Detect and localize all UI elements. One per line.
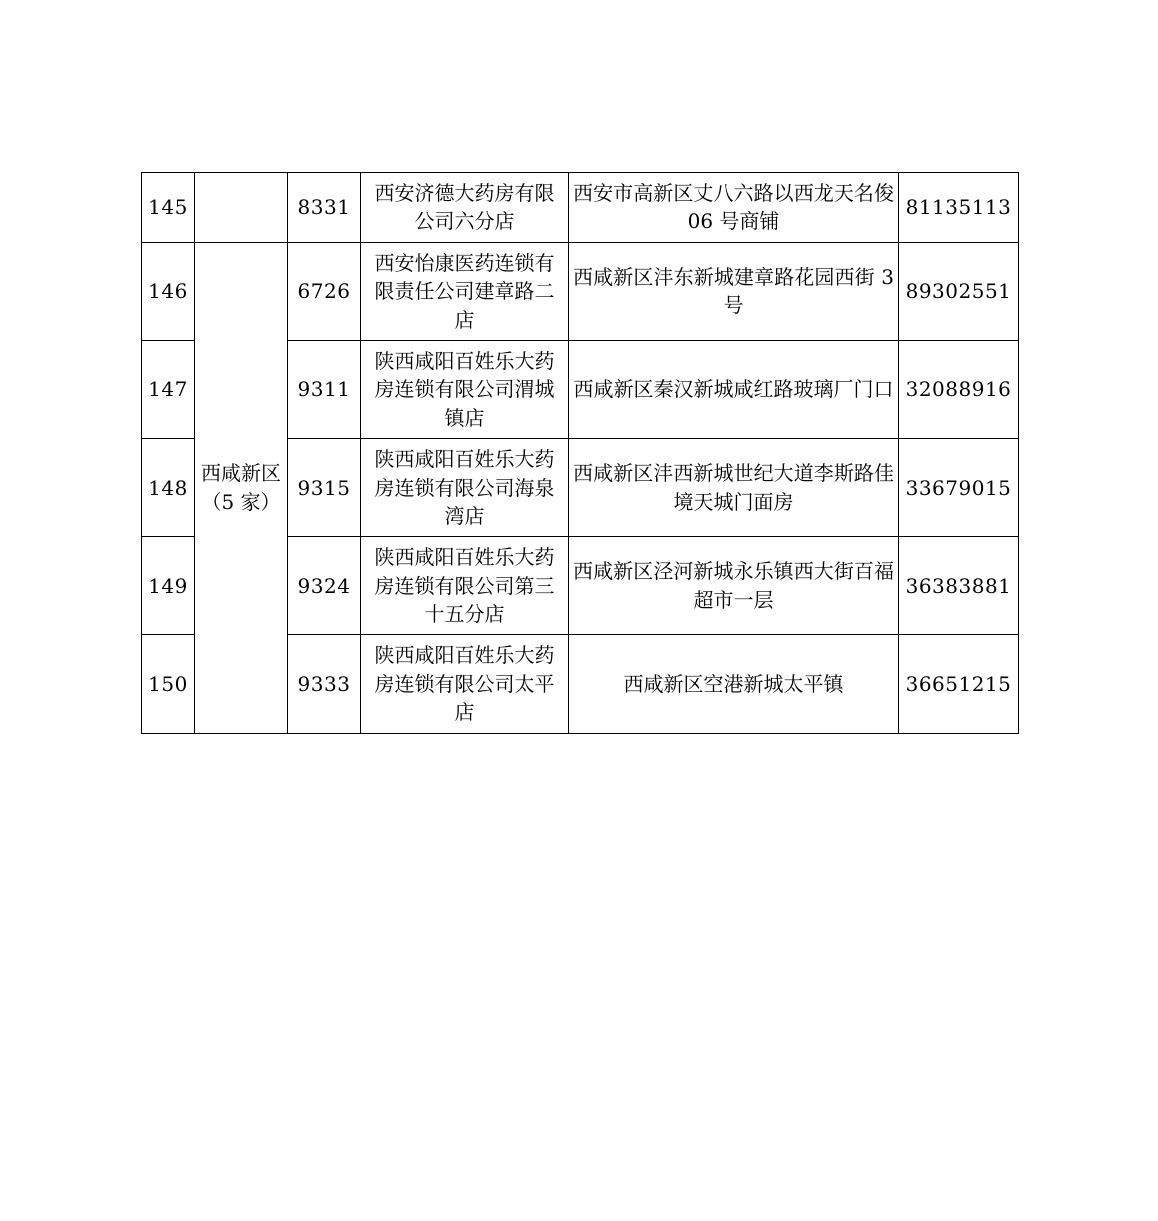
row-phone: 36383881 (899, 537, 1019, 635)
row-region-merged: 西咸新区（5 家） (195, 242, 288, 733)
pharmacy-listing-table-wrapper (141, 172, 1018, 734)
row-index: 145 (142, 173, 195, 243)
row-phone: 33679015 (899, 439, 1019, 537)
row-phone: 89302551 (899, 242, 1019, 340)
row-address: 西安市高新区丈八六路以西龙天名俊 06 号商铺 (569, 173, 899, 243)
row-pharmacy-name: 西安济德大药房有限公司六分店 (361, 173, 569, 243)
row-address: 西咸新区泾河新城永乐镇西大街百福超市一层 (569, 537, 899, 635)
row-pharmacy-name: 陕西咸阳百姓乐大药房连锁有限公司渭城镇店 (361, 340, 569, 438)
row-phone: 32088916 (899, 340, 1019, 438)
row-address: 西咸新区秦汉新城咸红路玻璃厂门口 (569, 340, 899, 438)
row-region (195, 173, 288, 243)
row-code: 9324 (288, 537, 361, 635)
row-pharmacy-name: 陕西咸阳百姓乐大药房连锁有限公司海泉湾店 (361, 439, 569, 537)
row-index: 146 (142, 242, 195, 340)
row-address: 西咸新区沣西新城世纪大道李斯路佳境天城门面房 (569, 439, 899, 537)
pharmacy-listing-table (141, 172, 1019, 734)
row-pharmacy-name: 陕西咸阳百姓乐大药房连锁有限公司太平店 (361, 635, 569, 733)
row-phone: 81135113 (899, 173, 1019, 243)
row-address: 西咸新区空港新城太平镇 (569, 635, 899, 733)
row-code: 6726 (288, 242, 361, 340)
row-pharmacy-name: 陕西咸阳百姓乐大药房连锁有限公司第三十五分店 (361, 537, 569, 635)
row-code: 9333 (288, 635, 361, 733)
row-index: 149 (142, 537, 195, 635)
row-code: 9311 (288, 340, 361, 438)
row-pharmacy-name: 西安怡康医药连锁有限责任公司建章路二店 (361, 242, 569, 340)
table-row (142, 173, 1019, 243)
row-index: 148 (142, 439, 195, 537)
row-index: 150 (142, 635, 195, 733)
row-index: 147 (142, 340, 195, 438)
row-code: 9315 (288, 439, 361, 537)
row-address: 西咸新区沣东新城建章路花园西街 3 号 (569, 242, 899, 340)
row-phone: 36651215 (899, 635, 1019, 733)
table-row (142, 242, 1019, 340)
row-code: 8331 (288, 173, 361, 243)
